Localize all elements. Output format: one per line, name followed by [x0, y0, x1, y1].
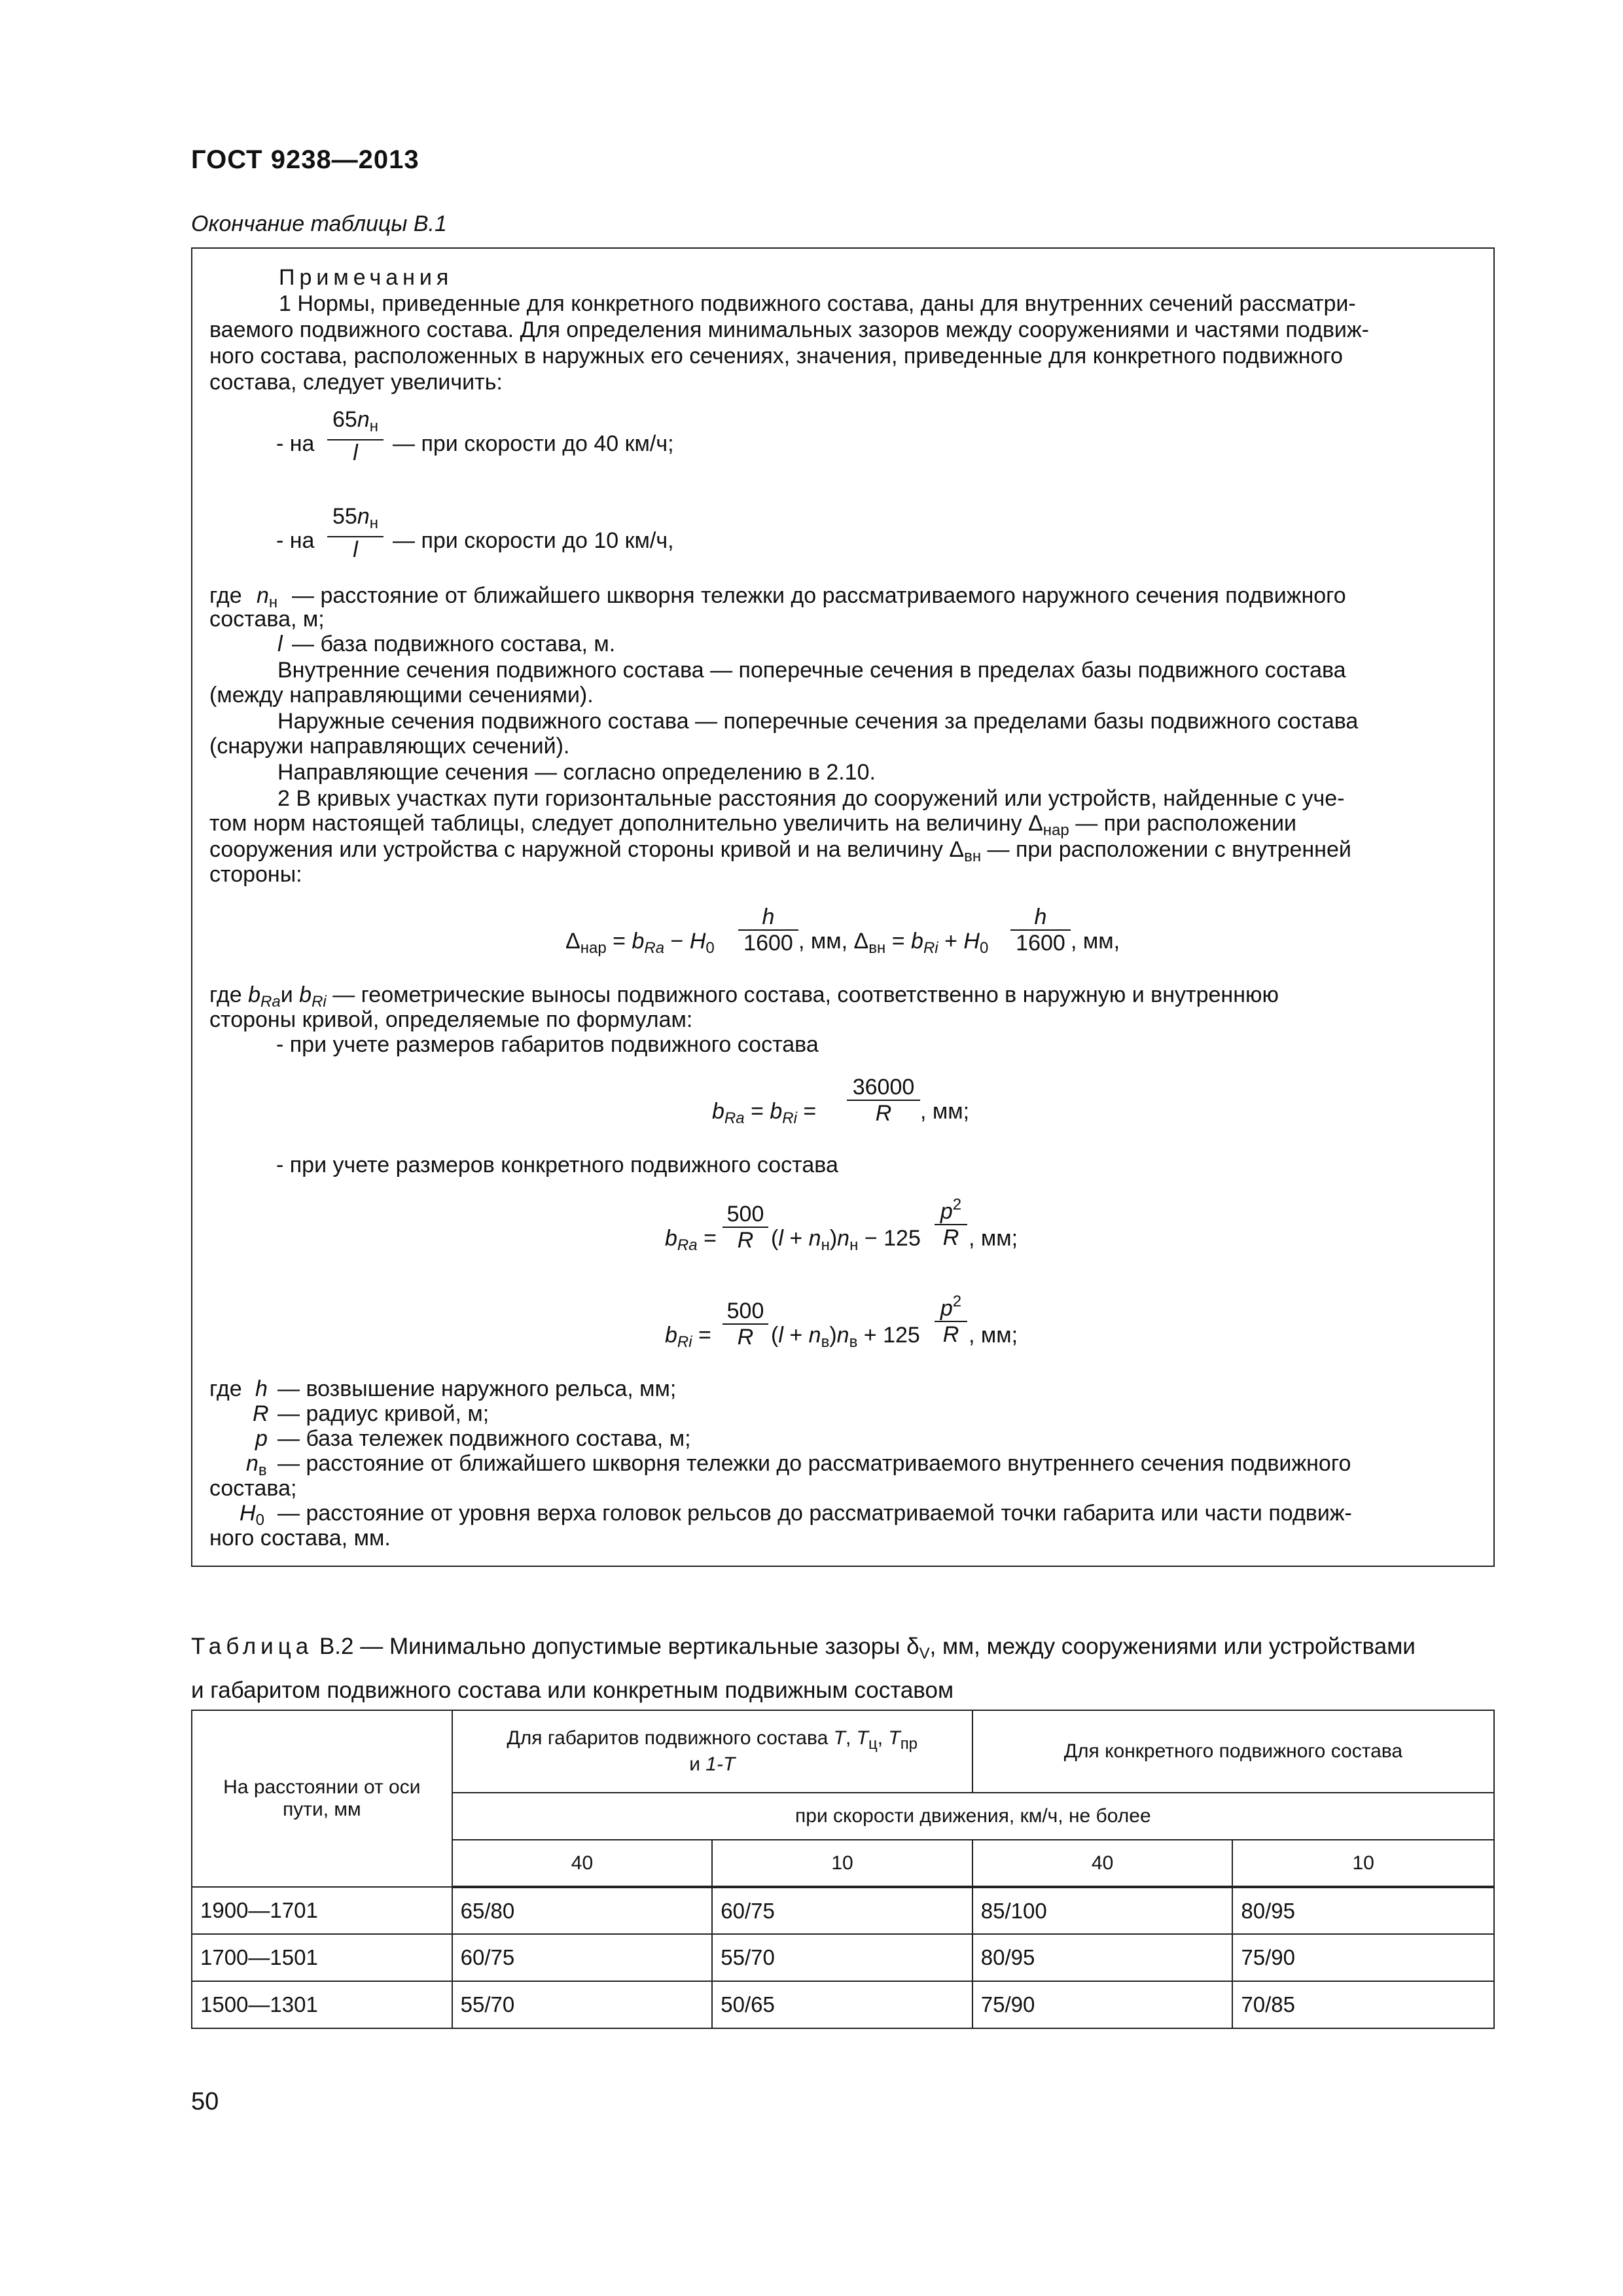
table-continuation-caption: Окончание таблицы В.1: [191, 211, 447, 236]
table-cell: 65/80: [452, 1887, 713, 1934]
table-cell: 70/85: [1232, 1981, 1494, 2028]
note1-line1: 1 Нормы, приведенные для конкретного подвижного состава, даны для внутренних сечений рассматри-: [279, 291, 1356, 316]
table-cell: 80/95: [1232, 1887, 1494, 1934]
eq4-fraction-p: $p^2$ R: [935, 1289, 967, 1347]
note2-line1: 2 В кривых участках пути горизонтальные расстояния до сооружений или устройств, найденные с уче-: [277, 786, 1345, 811]
formula1-num-sub: н: [369, 418, 378, 435]
where4-n-cont: состава;: [209, 1476, 297, 1501]
table-cell: 50/65: [712, 1981, 972, 2028]
table-row: [192, 1934, 1494, 1981]
formula2-prefix: - на: [276, 528, 315, 553]
eq4-unit: , мм;: [969, 1323, 1018, 1348]
notes-title: Примечания: [279, 265, 454, 290]
table-header-speed: при скорости движения, км/ч, не более: [452, 1793, 1494, 1840]
table-cell: 55/70: [712, 1934, 972, 1981]
table-header-concrete: Для конкретного подвижного состава: [972, 1710, 1494, 1793]
outer-sections-line1: Наружные сечения подвижного состава — поперечные сечения за пределами базы подвижного состава: [277, 709, 1359, 734]
table-header-speed-value: 40: [452, 1840, 713, 1887]
table-header-distance: На расстоянии от оси пути, мм: [192, 1710, 452, 1887]
where2-var: l: [277, 632, 283, 656]
where4-p-var: p: [255, 1426, 268, 1451]
where4-n-var: $n_в$: [246, 1451, 267, 1479]
where4-H-var: $H_0$: [240, 1501, 264, 1529]
delta-equation-left: $\Delta_{нар} = b_{Ra} - H_0$: [565, 929, 715, 957]
table-cell: 55/70: [452, 1981, 713, 2028]
where4-n-text: — расстояние от ближайшего шкворня тележки до рассматриваемого внутреннего сечения подвижного: [277, 1451, 1351, 1476]
note2-line4: стороны:: [209, 862, 302, 887]
table-caption-text1b: , мм, между сооружениями или устройствами: [929, 1634, 1416, 1659]
where1-text: — расстояние от ближайшего шкворня тележки до рассматриваемого наружного сечения подвижного: [292, 583, 1346, 608]
table-cell: 60/75: [452, 1934, 713, 1981]
formula2-num-sub: н: [369, 514, 378, 532]
where3-cont: стороны кривой, определяемые по формулам:: [209, 1007, 693, 1032]
page-number: 50: [191, 2088, 219, 2115]
eq3-left: $b_{Ra}$ =: [665, 1226, 717, 1254]
table-cell: 75/90: [972, 1981, 1233, 2028]
formula1-suffix: — при скорости до 40 км/ч;: [393, 431, 674, 456]
eq4-fraction-500: 500 R: [722, 1299, 768, 1350]
where3-line1: где $b_{Ra}и$ $b_{Ri}$ — геометрические выносы подвижного состава, соответственно в наружную и внутреннюю: [209, 982, 1279, 1011]
where4-label: где: [209, 1376, 242, 1401]
note1-line2: ваемого подвижного состава. Для определения минимальных зазоров между сооружениями и частями подвиж-: [209, 317, 1369, 342]
table-header-speed-value: 40: [972, 1840, 1233, 1887]
table-header-speed-value: 10: [1232, 1840, 1494, 1887]
table-caption-label: Таблица: [191, 1634, 313, 1659]
table-caption: Таблица В.2 — Минимально допустимые вертикальные зазоры $\delta_V$, мм, между сооружениями или устройствами и габаритом подвижного состава или конкретным подвижным составом: [191, 1628, 1495, 1709]
table-header-gabarit: Для габаритов подвижного состава T, $T_ц$, $T_{пр}$ и 1-T: [452, 1710, 972, 1793]
table-caption-text1: В.2 — Минимально допустимые вертикальные зазоры δ: [313, 1634, 919, 1659]
eq3-fraction-500: 500 R: [722, 1202, 768, 1253]
formula2-num-var: n: [357, 504, 370, 529]
formula2-num: 55: [332, 504, 357, 529]
eq2-left: $b_{Ra} = b_{Ri}$ =: [712, 1099, 817, 1127]
document-header: ГОСТ 9238—2013: [191, 145, 419, 174]
where4-h-var: h: [255, 1376, 268, 1401]
where2-text: — база подвижного состава, м.: [292, 632, 616, 656]
bullet-gabarit: - при учете размеров габаритов подвижного состава: [276, 1032, 819, 1057]
table-cell: 85/100: [972, 1887, 1233, 1934]
where4-R-text: — радиус кривой, м;: [277, 1401, 490, 1426]
formula1-fraction: [327, 407, 383, 465]
outer-sections-line2: (снаружи направляющих сечений).: [209, 734, 570, 759]
eq2-unit: , мм;: [920, 1099, 970, 1124]
eq4-left: $b_{Ri}$ =: [665, 1323, 711, 1351]
delta-vn-fraction: h 1600: [1010, 905, 1071, 956]
notes-box: [191, 247, 1495, 1567]
table-cell: 80/95: [972, 1934, 1233, 1981]
where1-label: где: [209, 583, 242, 608]
table-cell: 1900—1701: [192, 1887, 452, 1934]
formula1-num: 65: [332, 407, 357, 432]
eq3-fraction-p: $p^2$ R: [935, 1193, 967, 1250]
table-cell: 75/90: [1232, 1934, 1494, 1981]
table-row: [192, 1981, 1494, 2028]
note2-line2: том норм настоящей таблицы, следует дополнительно увеличить на величину $\Delta_{нар}$ — при расположении: [209, 811, 1296, 839]
eq3-unit: , мм;: [969, 1226, 1018, 1251]
where4-H-cont: ного состава, мм.: [209, 1526, 391, 1551]
delta-nar-fraction: h 1600: [738, 905, 798, 956]
formula2-suffix: — при скорости до 10 км/ч,: [393, 528, 674, 553]
table-cell: 1700—1501: [192, 1934, 452, 1981]
delta-equation-mid: , мм, $\Delta_{вн} = b_{Ri} + H_0$: [798, 929, 989, 957]
table-caption-text2: и габаритом подвижного состава или конкретным подвижным составом: [191, 1677, 954, 1703]
where4-R-var: R: [253, 1401, 269, 1426]
table-row: [192, 1887, 1494, 1934]
where1-cont: состава, м;: [209, 607, 325, 632]
where4-p-text: — база тележек подвижного состава, м;: [277, 1426, 691, 1451]
formula1-den: l: [353, 440, 358, 465]
where1-var: $n_н$: [257, 583, 278, 611]
eq2-fraction: 36000 R: [847, 1075, 920, 1126]
table-cell: 60/75: [712, 1887, 972, 1934]
clearance-table: [191, 1710, 1495, 2029]
eq3-mid: $(l + n_н)n_н - 125$: [771, 1226, 921, 1254]
inner-sections-line1: Внутренние сечения подвижного состава — поперечные сечения в пределах базы подвижного состава: [277, 658, 1346, 683]
formula1-num-var: n: [357, 407, 370, 432]
note1-line4: состава, следует увеличить:: [209, 370, 503, 395]
guide-sections: Направляющие сечения — согласно определению в 2.10.: [277, 760, 876, 785]
note1-line3: ного состава, расположенных в наружных его сечениях, значения, приведенные для конкретного подвижного: [209, 344, 1343, 368]
where4-h-text: — возвышение наружного рельса, мм;: [277, 1376, 677, 1401]
bullet-concrete: - при учете размеров конкретного подвижного состава: [276, 1153, 838, 1177]
eq4-mid: $(l + n_в)n_в + 125$: [771, 1323, 920, 1351]
formula1-prefix: - на: [276, 431, 315, 456]
formula2-den: l: [353, 537, 358, 562]
where4-H-text: — расстояние от уровня верха головок рельсов до рассматриваемой точки габарита или части подвиж-: [277, 1501, 1352, 1526]
inner-sections-line2: (между направляющими сечениями).: [209, 683, 594, 708]
delta-equation-unit: , мм,: [1071, 929, 1120, 954]
table-cell: 1500—1301: [192, 1981, 452, 2028]
table-header-speed-value: 10: [712, 1840, 972, 1887]
formula2-fraction: [327, 504, 383, 562]
note2-line3: сооружения или устройства с наружной стороны кривой и на величину $\Delta_{вн}$ — при расположении с внутренней: [209, 837, 1351, 865]
